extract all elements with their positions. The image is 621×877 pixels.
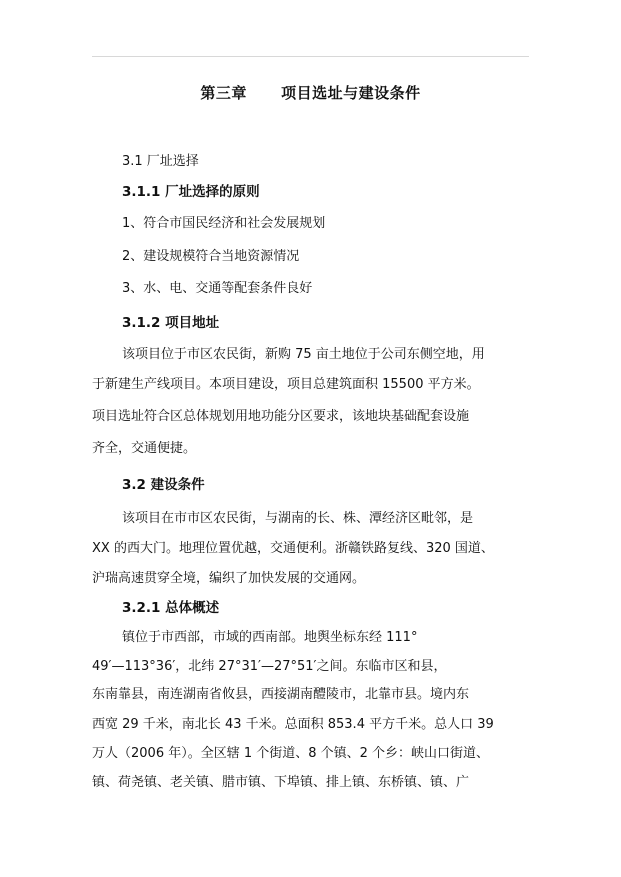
principle-item-2: 2、建设规模符合当地资源情况 (122, 249, 300, 264)
chapter-title: 第三章 项目选址与建设条件 (200, 84, 421, 102)
paragraph-line: 万人（2006 年）。全区辖 1 个街道、8 个镇、2 个乡：峡山口街道、 (92, 746, 490, 761)
section-3-1-heading: 3.1 厂址选择 (122, 154, 199, 169)
header-rule (92, 56, 529, 57)
principle-item-3: 3、水、电、交通等配套条件良好 (122, 281, 313, 296)
paragraph-line: 镇位于市西部，市域的西南部。地舆坐标东经 111° (122, 630, 418, 645)
section-3-1-1-heading: 3.1.1 厂址选择的原则 (122, 184, 260, 200)
paragraph-line: 项目选址符合区总体规划用地功能分区要求，该地块基础配套设施 (92, 409, 470, 424)
paragraph-line: 于新建生产线项目。本项目建设，项目总建筑面积 15500 平方米。 (92, 377, 480, 392)
paragraph-line: 西宽 29 千米，南北长 43 千米。总面积 853.4 平方千米。总人口 39 (92, 717, 494, 732)
paragraph-line: 该项目在市市区农民街，与湖南的长、株、潭经济区毗邻，是 (122, 511, 474, 526)
paragraph-line: 该项目位于市区农民街，新购 75 亩土地位于公司东侧空地，用 (122, 347, 485, 362)
paragraph-line: 49′—113°36′，北纬 27°31′—27°51′之间。东临市区和县， (92, 659, 447, 674)
section-3-2-heading: 3.2 建设条件 (122, 477, 205, 493)
principle-item-1: 1、符合市国民经济和社会发展规划 (122, 216, 326, 231)
section-3-1-2-heading: 3.1.2 项目地址 (122, 315, 220, 331)
paragraph-line: 沪瑞高速贯穿全境，编织了加快发展的交通网。 (92, 571, 366, 586)
section-3-2-1-heading: 3.2.1 总体概述 (122, 600, 220, 616)
paragraph-line: 齐全，交通便捷。 (92, 441, 197, 456)
paragraph-line: 镇、荷尧镇、老关镇、腊市镇、下埠镇、排上镇、东桥镇、镇、广 (92, 775, 470, 790)
paragraph-line: XX 的西大门。地理位置优越，交通便利。浙赣铁路复线、320 国道、 (92, 541, 494, 556)
paragraph-line: 东南靠县，南连湖南省攸县，西接湖南醴陵市，北靠市县。境内东 (92, 687, 470, 702)
